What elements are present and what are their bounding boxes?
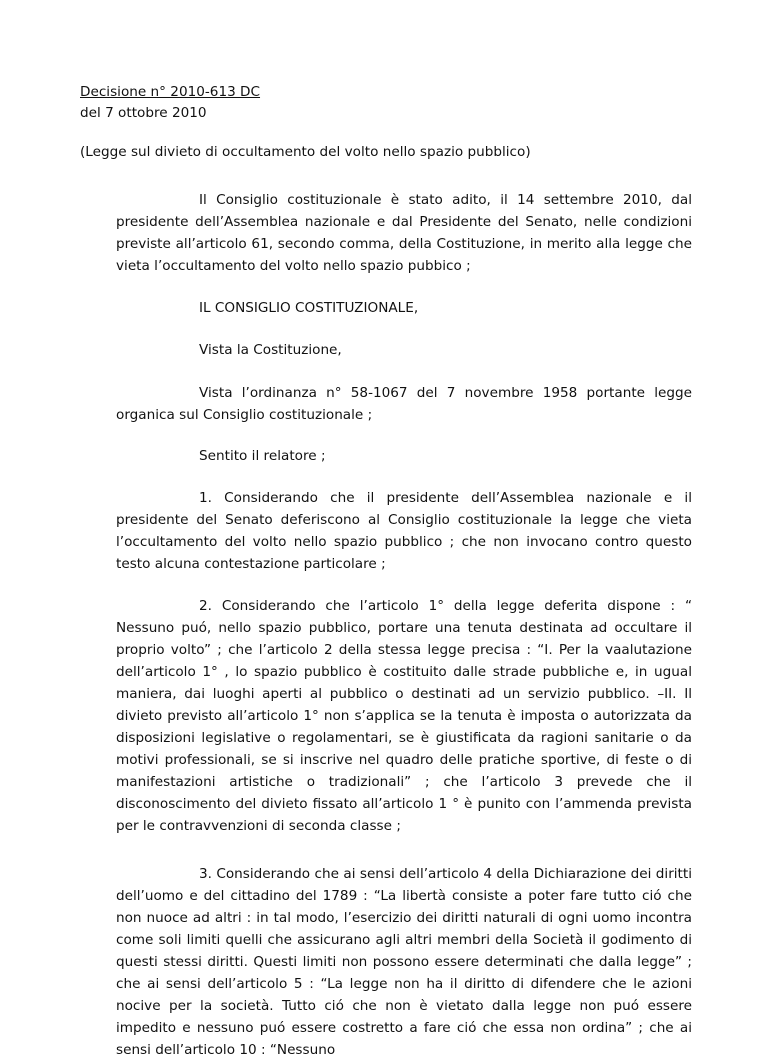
decision-date: del 7 ottobre 2010 <box>80 105 207 121</box>
considerando-2: 2. Considerando che l’articolo 1° della legge deferita dispone : “ Nessuno puó, nello spazio pubblico, portare una tenuta destinata ad occultare il proprio volto” ; che l’articolo 2 della stessa legge precisa : “I. Per la vaalutazione dell’articolo 1° , lo spazio pubblico è costituito dalle strade pubbliche e, in ugual maniera, dai luoghi aperti al pubblico o destinati ad un servizio pubblico. –II. Il divieto previsto all’articolo 1° non s’applica se la tenuta è imposta o autorizzata da disposizioni legislative o regolamentari, se è giustificata da ragioni sanitarie o da motivi professionali, se si inscrive nel quadro delle pratiche sportive, di feste o di manifestazioni artistiche o tradizionali” ; che l’articolo 3 prevede che il disconoscimento del divieto fissato all’articolo 1 ° è punito con l’ammenda prevista per le contravvenzioni di seconda classe ; <box>116 598 692 834</box>
vista-ordinanza: Vista l’ordinanza n° 58-1067 del 7 novembre 1958 portante legge organica sul Consiglio costituzionale ; <box>116 385 692 423</box>
considerando-3: 3. Considerando che ai sensi dell’articolo 4 della Dichiarazione dei diritti dell’uomo e del cittadino del 1789 : “La libertà consiste a poter fare tutto ció che non nuoce ad altri : in tal modo, l’esercizio dei diritti naturali di ogni uomo incontra come soli limiti quelli che assicurano agli altri membri della Società il godimento di questi stessi diritti. Questi limiti non possono essere determinati che dalla legge” ; che ai sensi dell’articolo 5 : “La legge non ha il diritto di difendere che le azioni nocive per la società. Tutto ció che non è vietato dalla legge non puó essere impedito e nessuno puó essere costretto a fare ció che essa non ordina” ; che ai sensi dell’articolo 10 : “Nessuno <box>116 866 692 1058</box>
decision-title: Decisione n° 2010-613 DC <box>80 84 261 100</box>
intro-paragraph: Il Consiglio costituzionale è stato adito, il 14 settembre 2010, dal presidente dell’Assemblea nazionale e dal Presidente del Senato, nelle condizioni previste all’articolo 61, secondo comma, della Costituzione, in merito alla legge che vieta l’occultamento del volto nello spazio pubbico ; <box>116 192 692 274</box>
document-body <box>116 189 692 1061</box>
vista-costituzione: Vista la Costituzione, <box>199 342 342 358</box>
council-heading: IL CONSIGLIO COSTITUZIONALE, <box>199 300 419 316</box>
sentito-relatore: Sentito il relatore ; <box>199 448 326 464</box>
considerando-1: 1. Considerando che il presidente dell’Assemblea nazionale e il presidente del Senato deferiscono al Consiglio costituzionale la legge che vieta l’occultamento del volto nello spazio pubblico ; che non invocano contro questo testo alcuna contestazione particolare ; <box>116 490 692 572</box>
decision-subject: (Legge sul divieto di occultamento del volto nello spazio pubblico) <box>80 144 531 160</box>
